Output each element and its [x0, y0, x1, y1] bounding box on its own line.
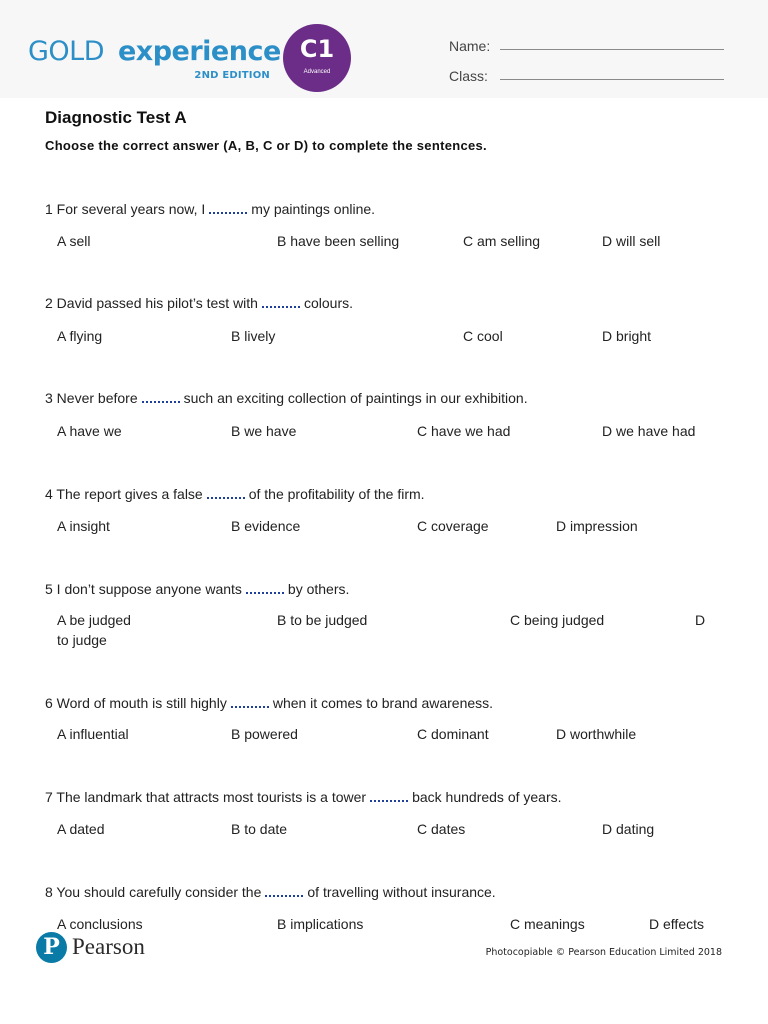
option-a: A conclusions	[57, 916, 143, 932]
question-7	[45, 789, 562, 805]
name-field[interactable]	[500, 49, 724, 50]
question-8	[45, 884, 496, 900]
question-6	[45, 695, 493, 711]
option-d-wrapped-text: to judge	[57, 632, 107, 648]
logo-edition-text: 2ND EDITION	[194, 70, 270, 81]
option-a: A influential	[57, 726, 129, 742]
option-a: A insight	[57, 518, 110, 534]
question-text-before: 5 I don’t suppose anyone wants	[45, 581, 242, 597]
level-badge	[283, 24, 351, 92]
question-text-before: 2 David passed his pilot’s test with	[45, 295, 258, 311]
option-d: D effects	[649, 916, 704, 932]
option-d: D will sell	[602, 233, 661, 249]
option-d: D we have had	[602, 423, 696, 439]
option-d: D dating	[602, 821, 655, 837]
page-title: Diagnostic Test A	[45, 108, 187, 127]
question-text-before: 1 For several years now, I	[45, 201, 206, 217]
option-a: A flying	[57, 328, 103, 344]
option-d: D worthwhile	[556, 726, 637, 742]
level-name: Advanced	[303, 69, 331, 75]
option-b: B to date	[231, 821, 288, 837]
instruction-text: Choose the correct answer (A, B, C or D) to complete the sentences.	[45, 138, 487, 153]
name-label: Name:	[449, 38, 491, 54]
answer-gap	[370, 790, 408, 802]
option-c: C have we had	[417, 423, 511, 439]
option-c: C am selling	[463, 233, 541, 249]
question-text-after: by others.	[287, 581, 350, 597]
option-d: D	[695, 612, 706, 628]
question-4	[45, 486, 425, 502]
option-a: A be judged	[57, 612, 131, 628]
option-b: B we have	[231, 423, 297, 439]
option-b: B to be judged	[277, 612, 368, 628]
answer-gap	[265, 885, 303, 897]
question-text-after: such an exciting collection of paintings in our exhibition.	[183, 390, 528, 406]
question-text-after: of the profitability of the firm.	[248, 486, 425, 502]
option-c: C dominant	[417, 726, 489, 742]
question-2	[45, 295, 353, 311]
answer-gap	[209, 202, 247, 214]
option-c: C dates	[417, 821, 466, 837]
answer-gap	[246, 582, 284, 594]
option-d: D bright	[602, 328, 652, 344]
option-b: B evidence	[231, 518, 301, 534]
option-c: C coverage	[417, 518, 489, 534]
question-text-after: my paintings online.	[251, 201, 376, 217]
answer-gap	[231, 696, 269, 708]
option-b: B powered	[231, 726, 298, 742]
answer-gap	[207, 487, 245, 499]
pearson-wordmark: Pearson	[72, 934, 145, 959]
level-code: C1	[299, 35, 335, 63]
question-text-before: 8 You should carefully consider the	[45, 884, 262, 900]
option-b: B have been selling	[277, 233, 400, 249]
question-text-before: 3 Never before	[45, 390, 138, 406]
answer-gap	[262, 296, 300, 308]
class-field[interactable]	[500, 79, 724, 80]
option-a: A dated	[57, 821, 105, 837]
answer-gap	[142, 391, 180, 403]
question-text-after: of travelling without insurance.	[307, 884, 496, 900]
question-text-after: back hundreds of years.	[412, 789, 562, 805]
copyright-notice: Photocopiable © Pearson Education Limited 2018	[485, 947, 722, 958]
logo-gold-text: GOLD	[28, 36, 105, 67]
question-text-after: colours.	[303, 295, 353, 311]
logo-experience-text: experience	[118, 36, 281, 67]
option-b: B lively	[231, 328, 276, 344]
question-1	[45, 201, 375, 217]
question-text-after: when it comes to brand awareness.	[272, 695, 494, 711]
question-text-before: 6 Word of mouth is still highly	[45, 695, 227, 711]
question-3	[45, 390, 528, 406]
question-5	[45, 581, 349, 597]
question-text-before: 4 The report gives a false	[45, 486, 203, 502]
question-text-before: 7 The landmark that attracts most tourists is a tower	[45, 789, 367, 805]
class-label: Class:	[449, 68, 488, 84]
option-d: D impression	[556, 518, 638, 534]
option-c: C being judged	[510, 612, 605, 628]
option-b: B implications	[277, 916, 364, 932]
option-a: A sell	[57, 233, 91, 249]
option-c: C meanings	[510, 916, 585, 932]
option-a: A have we	[57, 423, 122, 439]
option-c: C cool	[463, 328, 503, 344]
pearson-mark-icon: P	[36, 932, 67, 963]
